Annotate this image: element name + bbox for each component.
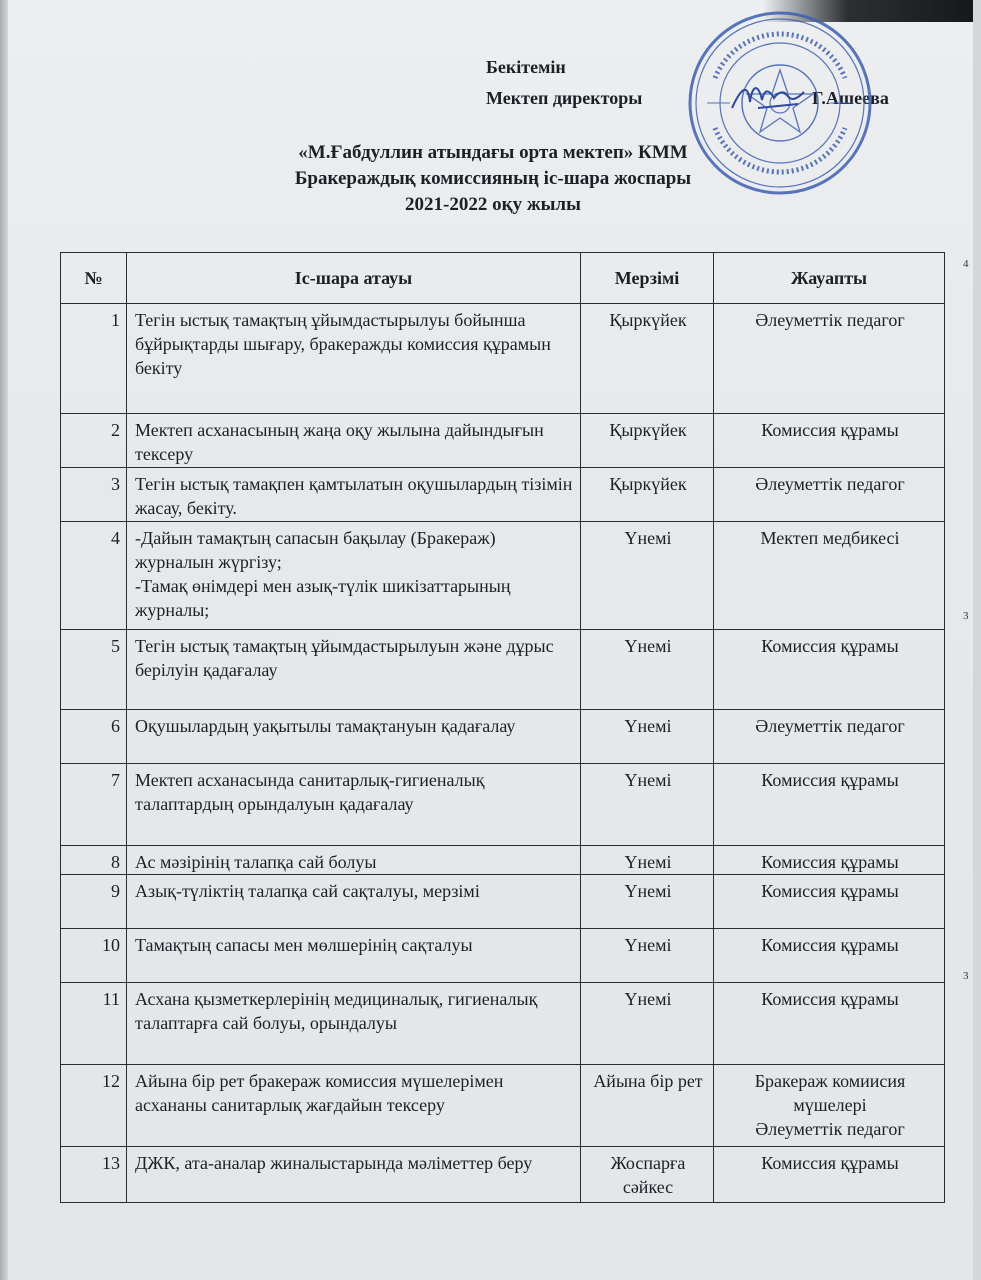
table-header-row — [61, 253, 945, 304]
table-row — [61, 522, 945, 630]
responsible: Комиссия құрамы — [714, 983, 945, 1065]
responsible: Комиссия құрамы — [714, 414, 945, 468]
row-number: 9 — [61, 875, 127, 929]
activity-name: Тегін ыстық тамақтың ұйымдастырылуын және дұрыс берілуін қадағалау — [127, 630, 581, 710]
deadline: Қыркүйек — [581, 414, 714, 468]
row-number: 4 — [61, 522, 127, 630]
table-row — [61, 983, 945, 1065]
row-number: 8 — [61, 846, 127, 875]
margin-mark: 4 — [963, 258, 969, 270]
deadline: Қыркүйек — [581, 304, 714, 414]
row-number: 13 — [61, 1147, 127, 1203]
director-signature — [728, 78, 808, 118]
activity-name: Мектеп асханасының жаңа оқу жылына дайындығын тексеру — [127, 414, 581, 468]
deadline: Үнемі — [581, 929, 714, 983]
activity-name: Айына бір рет бракераж комиссия мүшелерімен асхананы санитарлық жағдайын тексеру — [127, 1065, 581, 1147]
activity-name: Мектеп асханасында санитарлық-гигиеналық талаптардың орындалуын қадағалау — [127, 764, 581, 846]
responsible: Комиссия құрамы — [714, 846, 945, 875]
approval-position: Мектеп директоры — [486, 88, 643, 108]
page-edge-shadow — [0, 0, 8, 1280]
row-number: 1 — [61, 304, 127, 414]
deadline: Үнемі — [581, 710, 714, 764]
deadline: Қыркүйек — [581, 468, 714, 522]
responsible: Әлеуметтік педагог — [714, 710, 945, 764]
responsible: Комиссия құрамы — [714, 929, 945, 983]
row-number: 7 — [61, 764, 127, 846]
activity-plan-table — [60, 252, 945, 1203]
row-number: 11 — [61, 983, 127, 1065]
approval-name: Г.Ашеева — [812, 88, 889, 108]
responsible: Мектеп медбикесі — [714, 522, 945, 630]
activity-name: Тегін ыстық тамақтың ұйымдастырылуы бойынша бұйрықтарды шығару, бракеражды комиссия құрамын бекіту — [127, 304, 581, 414]
activity-name: -Дайын тамақтың сапасын бақылау (Бракераж) журналын жүргізу; -Тамақ өнімдері мен азық-түлік шикізаттарының журналы; — [127, 522, 581, 630]
row-number: 2 — [61, 414, 127, 468]
plan-title: Бракераждық комиссияның іс-шара жоспары — [294, 168, 692, 189]
deadline: Үнемі — [581, 875, 714, 929]
responsible: Комиссия құрамы — [714, 764, 945, 846]
table-row — [61, 929, 945, 983]
responsible: Комиссия құрамы — [714, 630, 945, 710]
activity-name: Ас мәзірінің талапқа сай болуы — [127, 846, 581, 875]
document-title-block — [178, 140, 808, 218]
table-row — [61, 764, 945, 846]
approval-block — [486, 52, 889, 114]
table-row — [61, 846, 945, 875]
column-header-activity: Іс-шара атауы — [127, 253, 581, 304]
table-row — [61, 630, 945, 710]
responsible: Әлеуметтік педагог — [714, 304, 945, 414]
column-header-responsible: Жауапты — [714, 253, 945, 304]
activity-name: ДЖК, ата-аналар жиналыстарында мәліметтер беру — [127, 1147, 581, 1203]
activity-name: Тамақтың сапасы мен мөлшерінің сақталуы — [127, 929, 581, 983]
approval-heading: Бекітемін — [486, 57, 566, 77]
document-sheet — [8, 0, 973, 1280]
row-number: 6 — [61, 710, 127, 764]
responsible: Әлеуметтік педагог — [714, 468, 945, 522]
table-row — [61, 414, 945, 468]
deadline: Үнемі — [581, 983, 714, 1065]
margin-mark: 3 — [963, 610, 969, 622]
deadline: Үнемі — [581, 522, 714, 630]
row-number: 5 — [61, 630, 127, 710]
responsible: Комиссия құрамы — [714, 875, 945, 929]
responsible: Бракераж комиисия мүшелері Әлеуметтік педагог — [714, 1065, 945, 1147]
responsible: Комиссия құрамы — [714, 1147, 945, 1203]
table-row — [61, 710, 945, 764]
deadline: Жоспарға сәйкес — [581, 1147, 714, 1203]
deadline: Үнемі — [581, 630, 714, 710]
activity-name: Азық-түліктің талапқа сай сақталуы, мерзімі — [127, 875, 581, 929]
row-number: 12 — [61, 1065, 127, 1147]
table-body — [61, 304, 945, 1203]
deadline: Үнемі — [581, 764, 714, 846]
margin-mark: 3 — [963, 970, 969, 982]
table-row — [61, 875, 945, 929]
row-number: 3 — [61, 468, 127, 522]
table-row — [61, 1147, 945, 1203]
column-header-number: № — [61, 253, 127, 304]
activity-name: Тегін ыстық тамақпен қамтылатын оқушылардың тізімін жасау, бекіту. — [127, 468, 581, 522]
activity-name: Асхана қызметкерлерінің медициналық, гигиеналық талаптарға сай болуы, орындалуы — [127, 983, 581, 1065]
table-row — [61, 468, 945, 522]
activity-name: Оқушылардың уақытылы тамақтануын қадағалау — [127, 710, 581, 764]
table-row — [61, 1065, 945, 1147]
deadline: Үнемі — [581, 846, 714, 875]
school-name-title: «М.Ғабдуллин атындағы орта мектеп» КММ — [298, 142, 688, 163]
column-header-deadline: Мерзімі — [581, 253, 714, 304]
academic-year-title: 2021-2022 оқу жылы — [405, 194, 581, 215]
deadline: Айына бір рет — [581, 1065, 714, 1147]
table-row — [61, 304, 945, 414]
row-number: 10 — [61, 929, 127, 983]
